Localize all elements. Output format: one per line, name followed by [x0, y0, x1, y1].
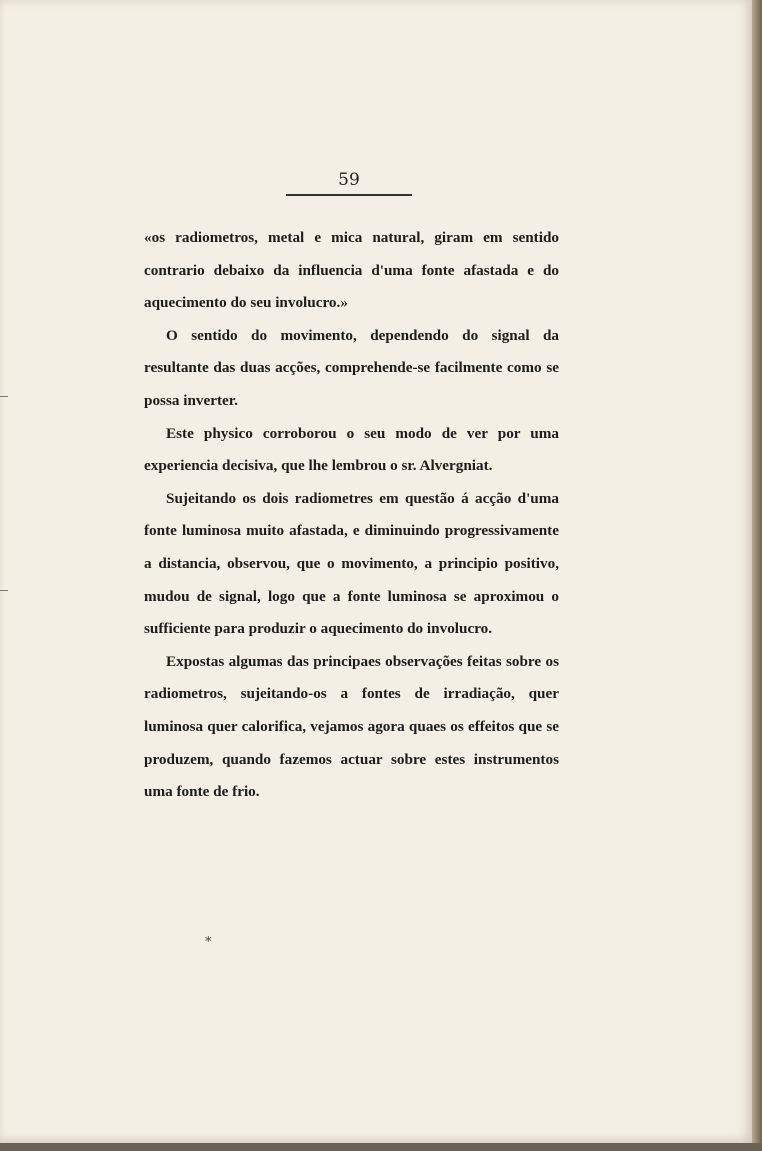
paragraph-4: Sujeitando os dois radiometres em questão á acção d'uma fonte luminosa muito afastada, e diminuindo progressivamente a distancia, observou, que o movimento, a principio positivo, mudou de signal, logo que a fonte luminosa se aproximou o sufficiente para produzir o aquecimento do involucro.: [144, 489, 559, 638]
page-number: 59: [338, 170, 360, 190]
paragraph-2: O sentido do movimento, dependendo do signal da resultante das duas acções, comprehende-se facilmente como se possa inverter.: [144, 326, 559, 409]
binding-mark-top: [0, 396, 8, 397]
header-rule: [286, 194, 412, 196]
paragraph-1: «os radiometros, metal e mica natural, giram em sentido contrario debaixo da influencia d'uma fonte afastada e do aquecimento do seu involucro.»: [144, 229, 559, 312]
footnote-mark: *: [205, 935, 212, 950]
page-edge-right: [752, 0, 762, 1151]
paragraph-5: Expostas algumas das principaes observações feitas sobre os radiometros, sujeitando-os a fontes de irradiação, quer luminosa quer calorifica, vejamos agora quaes os effeitos que se produzem, quando fazemos actuar sobre estes instrumentos uma fonte de frio.: [144, 652, 559, 801]
body-text: [144, 222, 559, 809]
paragraph-3: Este physico corroborou o seu modo de ver por uma experiencia decisiva, que lhe lembrou o sr. Alvergniat.: [144, 424, 559, 475]
binding-mark-bottom: [0, 590, 8, 591]
page-edge-bottom: [0, 1143, 762, 1151]
